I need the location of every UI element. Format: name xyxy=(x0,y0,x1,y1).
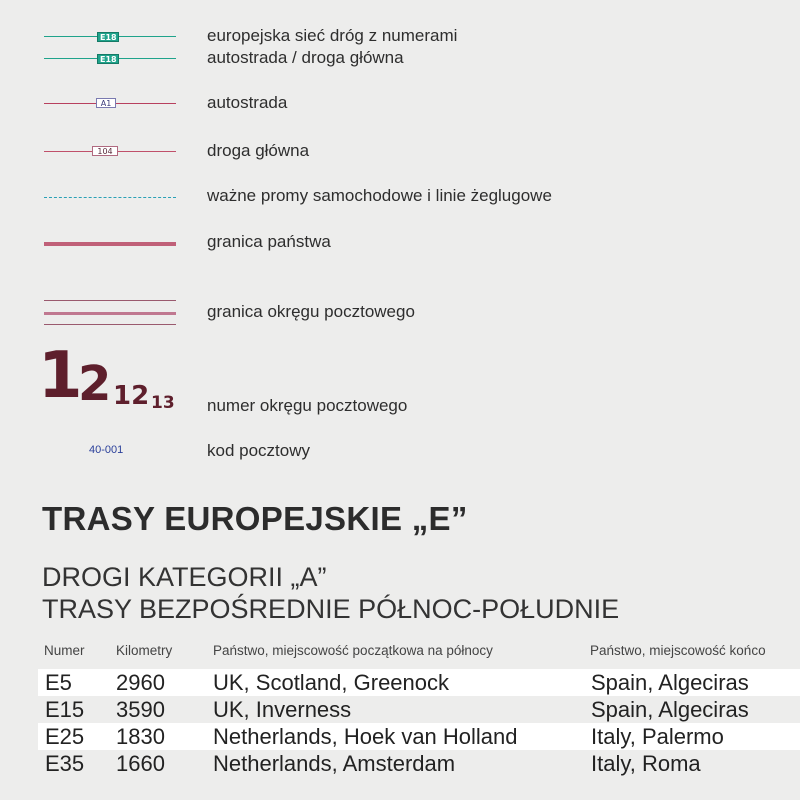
route-km: 3590 xyxy=(116,697,165,722)
legend-label: kod pocztowy xyxy=(207,441,310,460)
column-header-number: Numer xyxy=(44,643,85,658)
main-road-shield: 104 xyxy=(92,146,118,156)
table-row xyxy=(38,723,800,750)
route-number: E15 xyxy=(45,697,85,722)
subtitle-routes: TRASY BEZPOŚREDNIE PÓŁNOC-POŁUDNIE xyxy=(42,594,620,624)
route-number: E35 xyxy=(45,751,85,776)
column-header-km: Kilometry xyxy=(116,643,173,658)
route-start: Netherlands, Amsterdam xyxy=(213,751,456,776)
route-end: Italy, Roma xyxy=(591,751,701,776)
legend-item-motorway xyxy=(0,93,800,115)
route-end: Spain, Algeciras xyxy=(591,670,749,695)
table-row xyxy=(38,750,800,777)
motorway-shield: A1 xyxy=(96,98,116,108)
legend-label: droga główna xyxy=(207,141,310,160)
route-start: UK, Inverness xyxy=(213,697,352,722)
postal-number-sample: 2 xyxy=(78,356,112,412)
column-header-end: Państwo, miejscowość końco xyxy=(590,643,766,658)
e-road-shield: E18 xyxy=(97,32,119,42)
legend-item-postal-code xyxy=(0,440,800,464)
route-start: Netherlands, Hoek van Holland xyxy=(213,724,518,749)
route-km: 2960 xyxy=(116,670,165,695)
legend-label: autostrada / droga główna xyxy=(207,48,404,67)
ferry-line-symbol xyxy=(44,197,176,198)
legend-item-state-border xyxy=(0,232,800,254)
legend-label: ważne promy samochodowe i linie żeglugowe xyxy=(207,186,552,205)
postal-number-sample: 1 xyxy=(38,339,83,413)
route-start: UK, Scotland, Greenock xyxy=(213,670,450,695)
legend-label: granica państwa xyxy=(207,232,331,251)
e-road-shield: E18 xyxy=(97,54,119,64)
legend-label: numer okręgu pocztowego xyxy=(207,396,408,415)
legend-item-ferry xyxy=(0,186,800,208)
legend-item-main-road xyxy=(0,141,800,163)
route-km: 1830 xyxy=(116,724,165,749)
postal-border-line-symbol xyxy=(44,312,176,315)
legend-label: granica okręgu pocztowego xyxy=(207,302,415,321)
legend-item-postal-border xyxy=(0,296,800,332)
postal-border-line-symbol xyxy=(44,300,176,301)
legend-item-e-motorway xyxy=(0,48,800,70)
table-row xyxy=(38,669,800,696)
postal-border-line-symbol xyxy=(44,324,176,325)
legend-label: europejska sieć dróg z numerami xyxy=(207,26,458,45)
table-row xyxy=(38,696,800,723)
legend-item-postal-number xyxy=(0,340,800,420)
route-end: Italy, Palermo xyxy=(591,724,724,749)
section-title: TRASY EUROPEJSKIE „E” xyxy=(42,500,468,537)
postal-number-sample: 12 xyxy=(113,381,150,411)
subtitle-category: DROGI KATEGORII „A” xyxy=(42,562,327,592)
postal-number-sample: 13 xyxy=(151,393,175,413)
legend-label: autostrada xyxy=(207,93,288,112)
column-header-start: Państwo, miejscowość początkowa na północy xyxy=(213,643,493,658)
state-border-line-symbol xyxy=(44,242,176,246)
route-number: E25 xyxy=(45,724,85,749)
route-end: Spain, Algeciras xyxy=(591,697,749,722)
route-number: E5 xyxy=(45,670,72,695)
legend-item-e-road-network xyxy=(0,26,800,48)
postal-code-sample: 40-001 xyxy=(89,444,124,456)
route-km: 1660 xyxy=(116,751,165,776)
